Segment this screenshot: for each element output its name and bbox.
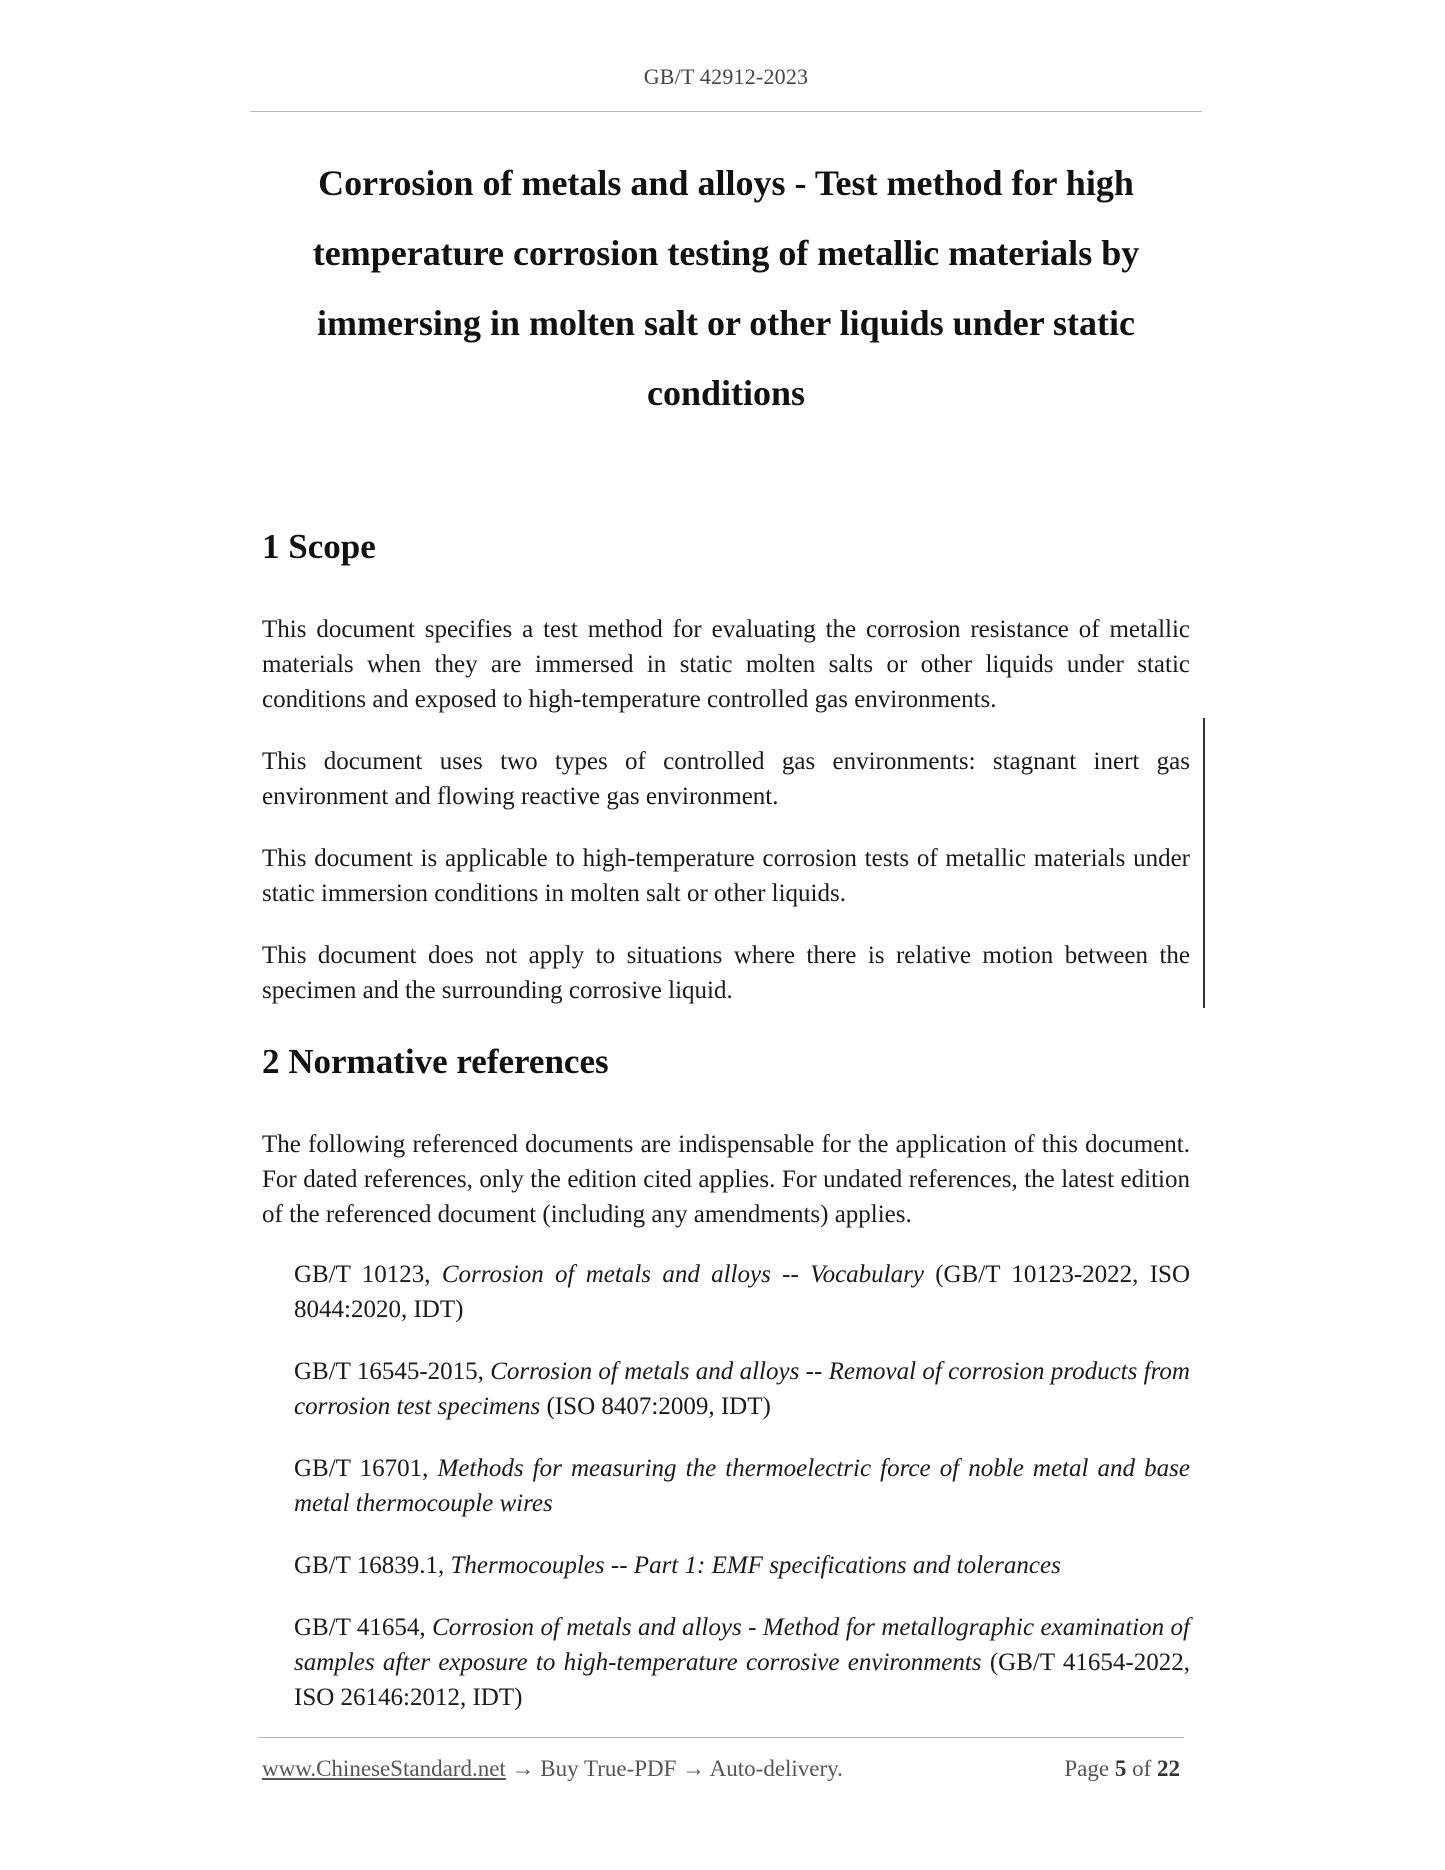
reference-item: [294, 1610, 1190, 1715]
page-current: 5: [1114, 1756, 1127, 1781]
reference-item: [294, 1548, 1190, 1583]
section-heading-normative-references: 2 Normative references: [262, 1042, 609, 1081]
scope-paragraph: This document uses two types of controlled gas environments: stagnant inert gas environment and flowing reactive gas environment.: [262, 748, 1190, 810]
reference-item: [294, 1354, 1190, 1424]
reference-title: Corrosion of metals and alloys -- Removal of corrosion products from corrosion test specimens: [294, 1358, 1190, 1420]
reference-item: [294, 1451, 1190, 1521]
scope-body: [262, 612, 1190, 1008]
reference-suffix: (GB/T 41654-2022, ISO 26146:2012, IDT): [294, 1649, 1190, 1711]
page-label: Page: [1064, 1756, 1110, 1781]
footer-site-link[interactable]: www.ChineseStandard.net: [262, 1756, 506, 1781]
footer-site-info: [262, 1756, 843, 1782]
document-title: Corrosion of metals and alloys - Test method for high temperature corrosion testing of metallic materials by immersing in molten salt or other liquids under static conditions: [312, 163, 1140, 413]
references-intro-paragraph: The following referenced documents are indispensable for the application of this document. For dated references, only the edition cited applies. For undated references, the latest edition of the referenced document (including any amendments) applies.: [262, 1131, 1190, 1228]
footer-tagline: → Buy True-PDF → Auto-delivery.: [505, 1756, 843, 1781]
reference-title: Corrosion of metals and alloys -- Vocabulary: [441, 1261, 924, 1288]
reference-code: GB/T 41654,: [294, 1614, 433, 1641]
header-divider: [250, 111, 1202, 112]
revision-change-bar: [1203, 718, 1205, 1008]
reference-list: [294, 1257, 1190, 1715]
reference-title: Thermocouples -- Part 1: EMF specifications and tolerances: [450, 1552, 1061, 1579]
reference-code: GB/T 16701,: [294, 1455, 438, 1482]
page-indicator: [1064, 1756, 1180, 1782]
reference-suffix: (GB/T 10123-2022, ISO 8044:2020, IDT): [294, 1261, 1190, 1323]
scope-paragraph: This document does not apply to situations where there is relative motion between the specimen and the surrounding corrosive liquid.: [262, 942, 1190, 1004]
reference-title: Methods for measuring the thermoelectric force of noble metal and base metal thermocouple wires: [294, 1455, 1190, 1517]
reference-item: [294, 1257, 1190, 1327]
page-of: of: [1132, 1756, 1152, 1781]
section-heading-scope: 1 Scope: [262, 527, 376, 566]
reference-code: GB/T 10123,: [294, 1261, 442, 1288]
reference-code: GB/T 16839.1,: [294, 1552, 451, 1579]
scope-paragraph: This document is applicable to high-temperature corrosion tests of metallic materials under static immersion conditions in molten salt or other liquids.: [262, 845, 1190, 907]
normative-references-intro: [262, 1127, 1190, 1232]
reference-title: Corrosion of metals and alloys - Method for metallographic examination of samples after exposure to high-temperature corrosive environments: [294, 1614, 1190, 1676]
header-doc-code: GB/T 42912-2023: [643, 64, 809, 89]
footer-divider: [258, 1737, 1184, 1738]
reference-code: GB/T 16545-2015,: [294, 1358, 491, 1385]
page-total: 22: [1157, 1756, 1180, 1781]
scope-paragraph: This document specifies a test method for evaluating the corrosion resistance of metallic materials when they are immersed in static molten salts or other liquids under static conditions and exposed to high-temperature controlled gas environments.: [262, 616, 1190, 713]
reference-suffix: (ISO 8407:2009, IDT): [540, 1393, 771, 1420]
